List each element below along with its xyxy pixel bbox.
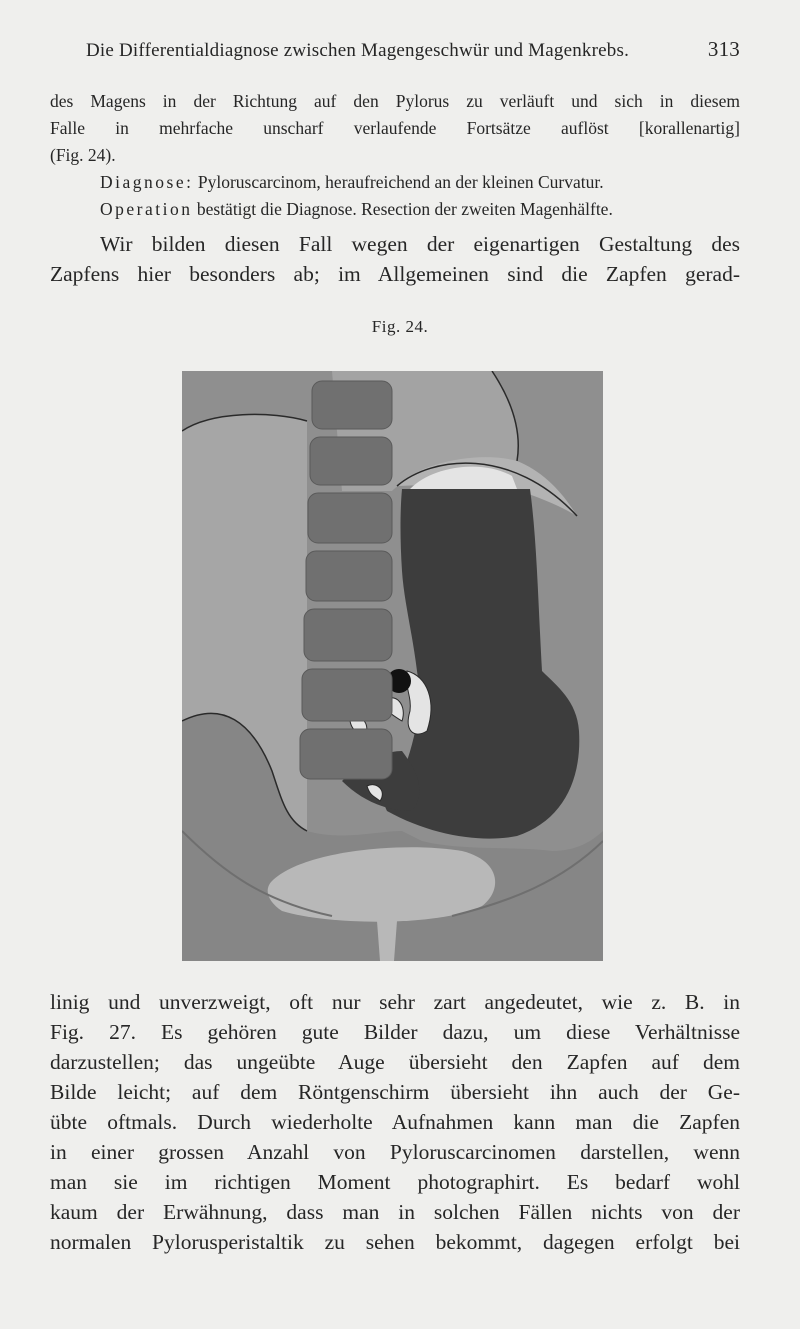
operation-text: bestätigt die Diagnose. Resection der zweiten Magenhälfte. bbox=[196, 199, 613, 219]
diagnose-text: Pyloruscarcinom, heraufreichend an der kleinen Curvatur. bbox=[197, 172, 604, 192]
text-line: Wir bilden diesen Fall wegen der eigenartigen Gestaltung des bbox=[100, 232, 740, 256]
running-head-title: Die Differentialdiagnose zwischen Magengeschwür und Magenkrebs. bbox=[86, 40, 630, 61]
text-line: kaum der Erwähnung, dass man in solchen Fällen nichts von der bbox=[50, 1200, 740, 1224]
operation-line bbox=[50, 196, 740, 223]
vertebral-column bbox=[300, 381, 392, 779]
text-line: normalen Pylorusperistaltik zu sehen bekommt, dagegen erfolgt bei bbox=[50, 1230, 740, 1254]
text-line: darzustellen; das ungeübte Auge übersieht den Zapfen auf dem bbox=[50, 1050, 740, 1074]
page-number: 313 bbox=[707, 37, 740, 61]
text-line: Fig. 27. Es gehören gute Bilder dazu, um diese Verhältnisse bbox=[50, 1020, 740, 1044]
text-line: Falle in mehrfache unscharf verlaufende Fortsätze auflöst [korallenartig] bbox=[50, 118, 740, 138]
text-line: übte oftmals. Durch wiederholte Aufnahmen kann man die Zapfen bbox=[50, 1110, 740, 1134]
diagnose-line bbox=[50, 169, 740, 196]
text-line: des Magens in der Richtung auf den Pylorus zu verläuft und sich in diesem bbox=[50, 91, 740, 111]
diagnose-label: Diagnose: bbox=[100, 172, 194, 192]
operation-label: Operation bbox=[100, 199, 193, 219]
text-line: (Fig. 24). bbox=[50, 145, 116, 165]
figure-caption: Fig. 24. bbox=[371, 317, 429, 336]
text-line: in einer grossen Anzahl von Pyloruscarcinomen darstellen, wenn bbox=[50, 1140, 740, 1164]
case-description bbox=[50, 88, 740, 223]
text-line: Zapfens hier besonders ab; im Allgemeinen sind die Zapfen gerad- bbox=[50, 262, 740, 286]
text-line: Bilde leicht; auf dem Röntgenschirm übersieht ihn auch der Ge- bbox=[50, 1080, 740, 1104]
body-paragraph-bottom bbox=[50, 987, 740, 1257]
body-paragraph-top bbox=[50, 229, 740, 289]
xray-illustration bbox=[182, 371, 603, 961]
text-line: man sie im richtigen Moment photographirt. Es bedarf wohl bbox=[50, 1170, 740, 1194]
text-line: linig und unverzweigt, oft nur sehr zart angedeutet, wie z. B. in bbox=[50, 990, 740, 1014]
xray-figure bbox=[182, 371, 603, 961]
